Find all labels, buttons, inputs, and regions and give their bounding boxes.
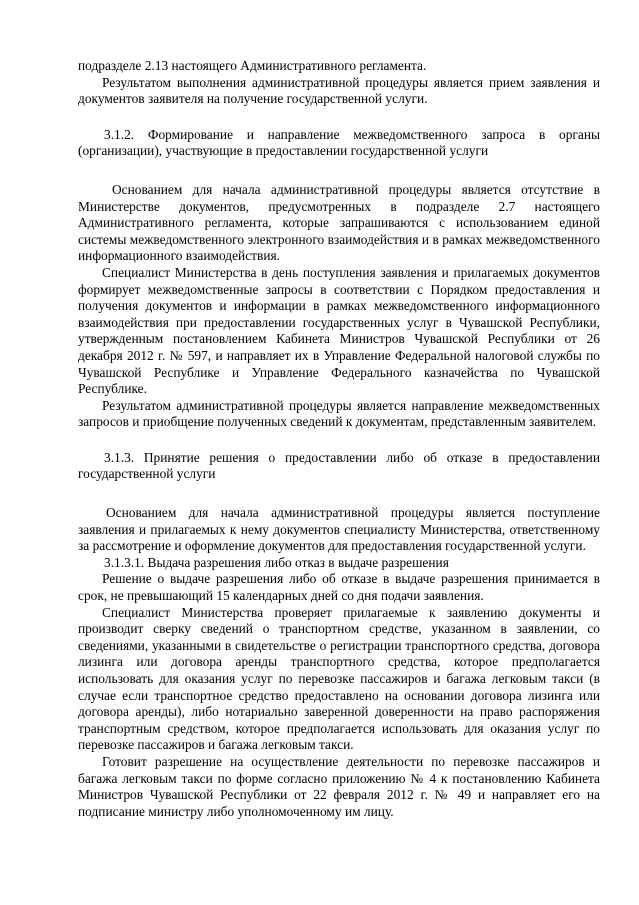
paragraph-basis-3-1-3: Основанием для начала административной процедуры является поступление заявления и прилагаемых к нему документов специалисту Министерства, ответственному за рассмотрение и оформление документов для предоставления государственной услуги.: [78, 505, 600, 554]
paragraph-continuation: подразделе 2.13 настоящего Административного регламента.: [78, 58, 427, 73]
subsection-heading-3-1-3-1: 3.1.3.1. Выдача разрешения либо отказ в выдаче разрешения: [104, 554, 449, 570]
paragraph-basis-3-1-2: Основанием для начала административной процедуры является отсутствие в Министерстве документов, предусмотренных в подразделе 2.7 настоящего Административного регламента, которые запрашиваются с использованием единой системы межведомственного электронного взаимодействия и в рамках межведомственного информационного взаимодействия.: [78, 181, 600, 264]
paragraph-specialist-requests: Специалист Министерства в день поступления заявления и прилагаемых документов формирует межведомственные запросы в соответствии с Порядком предоставления и получения документов и информации в рамках межведомственного информационного взаимодействия при предоставлении государственных услуг в Чувашской Республики, утвержденным постановлением Кабинета Министров Чувашской Республики от 26 декабря 2012 г. № 597, и направляет их в Управление Федеральной налоговой службы по Чувашской Республике и Управление Федерального казначейства по Чувашской Республике.: [78, 264, 600, 397]
paragraph-result-reception: Результатом выполнения административной процедуры является прием заявления и документов заявителя на получение государственной услуги.: [78, 74, 600, 107]
section-heading-3-1-3: 3.1.3. Принятие решения о предоставлении либо об отказе в предоставлении государственной услуги: [78, 449, 600, 482]
paragraph-decision-term: Решение о выдаче разрешения либо об отказе в выдаче разрешения принимается в срок, не превышающий 15 календарных дней со дня подачи заявления.: [78, 571, 600, 604]
document-page: [78, 58, 600, 820]
paragraph-prepare-permit: Готовит разрешение на осуществление деятельности по перевозке пассажиров и багажа легковым такси по форме согласно приложению № 4 к постановлению Кабинета Министров Чувашской Республики от 22 февраля 2012 г. № 49 и направляет его на подписание министру либо уполномоченному им лицу.: [78, 753, 600, 819]
paragraph-specialist-check: Специалист Министерства проверяет прилагаемые к заявлению документы и производит сверку сведений о транспортном средстве, указанном в заявлении, со сведениями, указанными в свидетельстве о регистрации транспортного средства, договора лизинга или договора аренды транспортного средства, которое предполагается использовать для оказания услуг по перевозке пассажиров и багажа легковым такси (в случае если транспортное средство предоставлено на основании договора лизинга или договора аренды), либо нотариально заверенной доверенности на право распоряжения транспортным средством, которое предполагается использовать для оказания услуг по перевозке пассажиров и багажа легковым такси.: [78, 604, 600, 753]
paragraph-result-requests: Результатом административной процедуры является направление межведомственных запросов и приобщение полученных сведений к документам, представленным заявителем.: [78, 397, 600, 430]
section-heading-3-1-2: 3.1.2. Формирование и направление межведомственного запроса в органы (организации), участвующие в предоставлении государственной услуги: [78, 126, 600, 159]
